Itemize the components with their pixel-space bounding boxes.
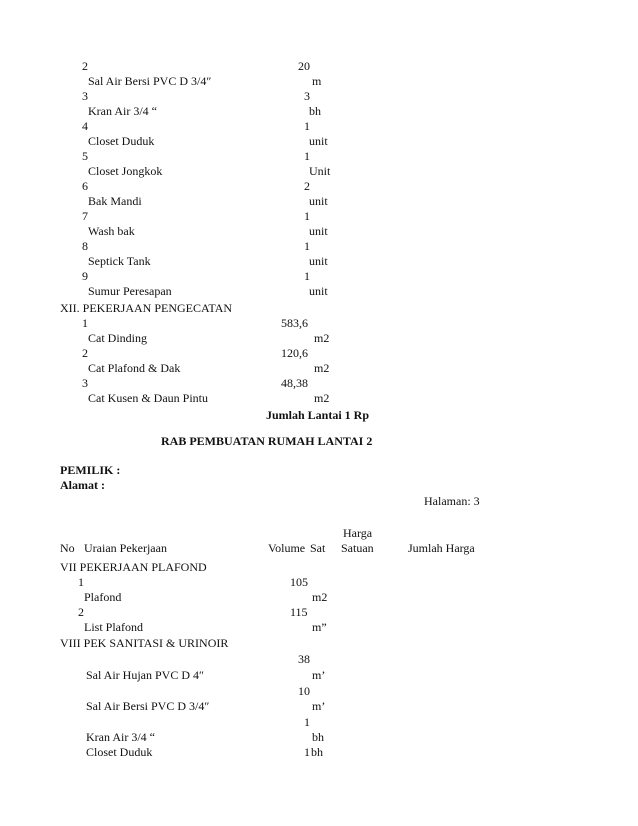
owner-label: PEMILIK : [60,463,121,477]
item-unit: bh [309,104,321,118]
item-volume: 38 [298,652,310,666]
item-number: 2 [82,346,88,360]
item-volume: 3 [304,89,310,103]
item-name: Sal Air Bersi PVC D 3/4″ [88,74,212,88]
item-name: Kran Air 3/4 “ [86,730,155,744]
item-unit: m [312,74,322,88]
header-volume: Volume [268,541,306,555]
item-unit: m” [312,620,327,634]
item-volume: 2 [304,179,310,193]
item-volume: 120,6 [281,346,308,360]
item-volume: 1 [304,269,310,283]
item-name: List Plafond [84,620,143,634]
item-name: Septick Tank [88,254,151,268]
item-unit: m2 [314,391,330,405]
item-number: 1 [82,316,88,330]
item-number: 9 [82,269,88,283]
section-title: XII. PEKERJAAN PENGECATAN [60,301,233,315]
item-name: Closet Duduk [86,745,153,759]
item-volume: 1 [304,119,310,133]
item-number: 4 [82,119,88,133]
item-unit: unit [309,134,328,148]
section-title: VII PEKERJAAN PLAFOND [60,560,207,574]
item-unit: m2 [314,331,330,345]
item-volume: 583,6 [281,316,308,330]
item-number: 3 [82,89,88,103]
item-number: 6 [82,179,88,193]
item-unit: m2 [312,590,328,604]
header-no: No [60,541,75,555]
item-unit: unit [309,224,328,238]
item-number: 5 [82,149,88,163]
item-name: Wash bak [88,224,135,238]
section-title: VIII PEK SANITASI & URINOIR [60,636,229,650]
page-title: RAB PEMBUATAN RUMAH LANTAI 2 [161,434,373,448]
header-price-top: Harga [343,526,373,540]
item-volume: 115 [290,605,308,619]
item-volume: 20 [298,59,310,73]
item-number: 8 [82,239,88,253]
header-description: Uraian Pekerjaan [84,541,167,555]
item-name: Sumur Peresapan [88,284,172,298]
header-price-bottom: Satuan [341,541,374,555]
item-name: Kran Air 3/4 “ [88,104,157,118]
item-volume: 1 [304,209,310,223]
item-unit: m2 [314,361,330,375]
item-unit: Unit [309,164,331,178]
item-volume: 1 [304,239,310,253]
item-unit: m’ [312,668,326,682]
item-number: 2 [82,59,88,73]
item-name: Closet Duduk [88,134,155,148]
item-name: Bak Mandi [88,194,142,208]
item-number: 3 [82,376,88,390]
item-name: Closet Jongkok [88,164,163,178]
item-number: 7 [82,209,88,223]
item-unit: unit [309,194,328,208]
floor-1-total-label: Jumlah Lantai 1 Rp [266,408,370,422]
item-number: 2 [78,605,84,619]
item-unit: unit [309,254,328,268]
item-unit: bh [311,745,323,759]
item-volume: 10 [298,684,310,698]
item-name: Cat Plafond & Dak [88,361,181,375]
item-volume: 1 [304,715,310,729]
header-unit: Sat [310,541,326,555]
item-unit: m’ [312,699,326,713]
header-total: Jumlah Harga [408,541,475,555]
page-number: Halaman: 3 [424,494,480,508]
item-name: Sal Air Hujan PVC D 4″ [86,668,205,682]
item-name: Plafond [84,590,122,604]
item-volume: 105 [290,575,308,589]
item-unit: unit [309,284,328,298]
address-label: Alamat : [60,478,105,492]
item-name: Sal Air Bersi PVC D 3/4″ [86,699,210,713]
item-volume: 48,38 [281,376,308,390]
item-number: 1 [78,575,84,589]
item-unit: bh [312,730,324,744]
item-volume: 1 [304,149,310,163]
item-name: Cat Kusen & Daun Pintu [88,391,208,405]
item-volume: 1 [304,745,310,759]
item-name: Cat Dinding [88,331,147,345]
